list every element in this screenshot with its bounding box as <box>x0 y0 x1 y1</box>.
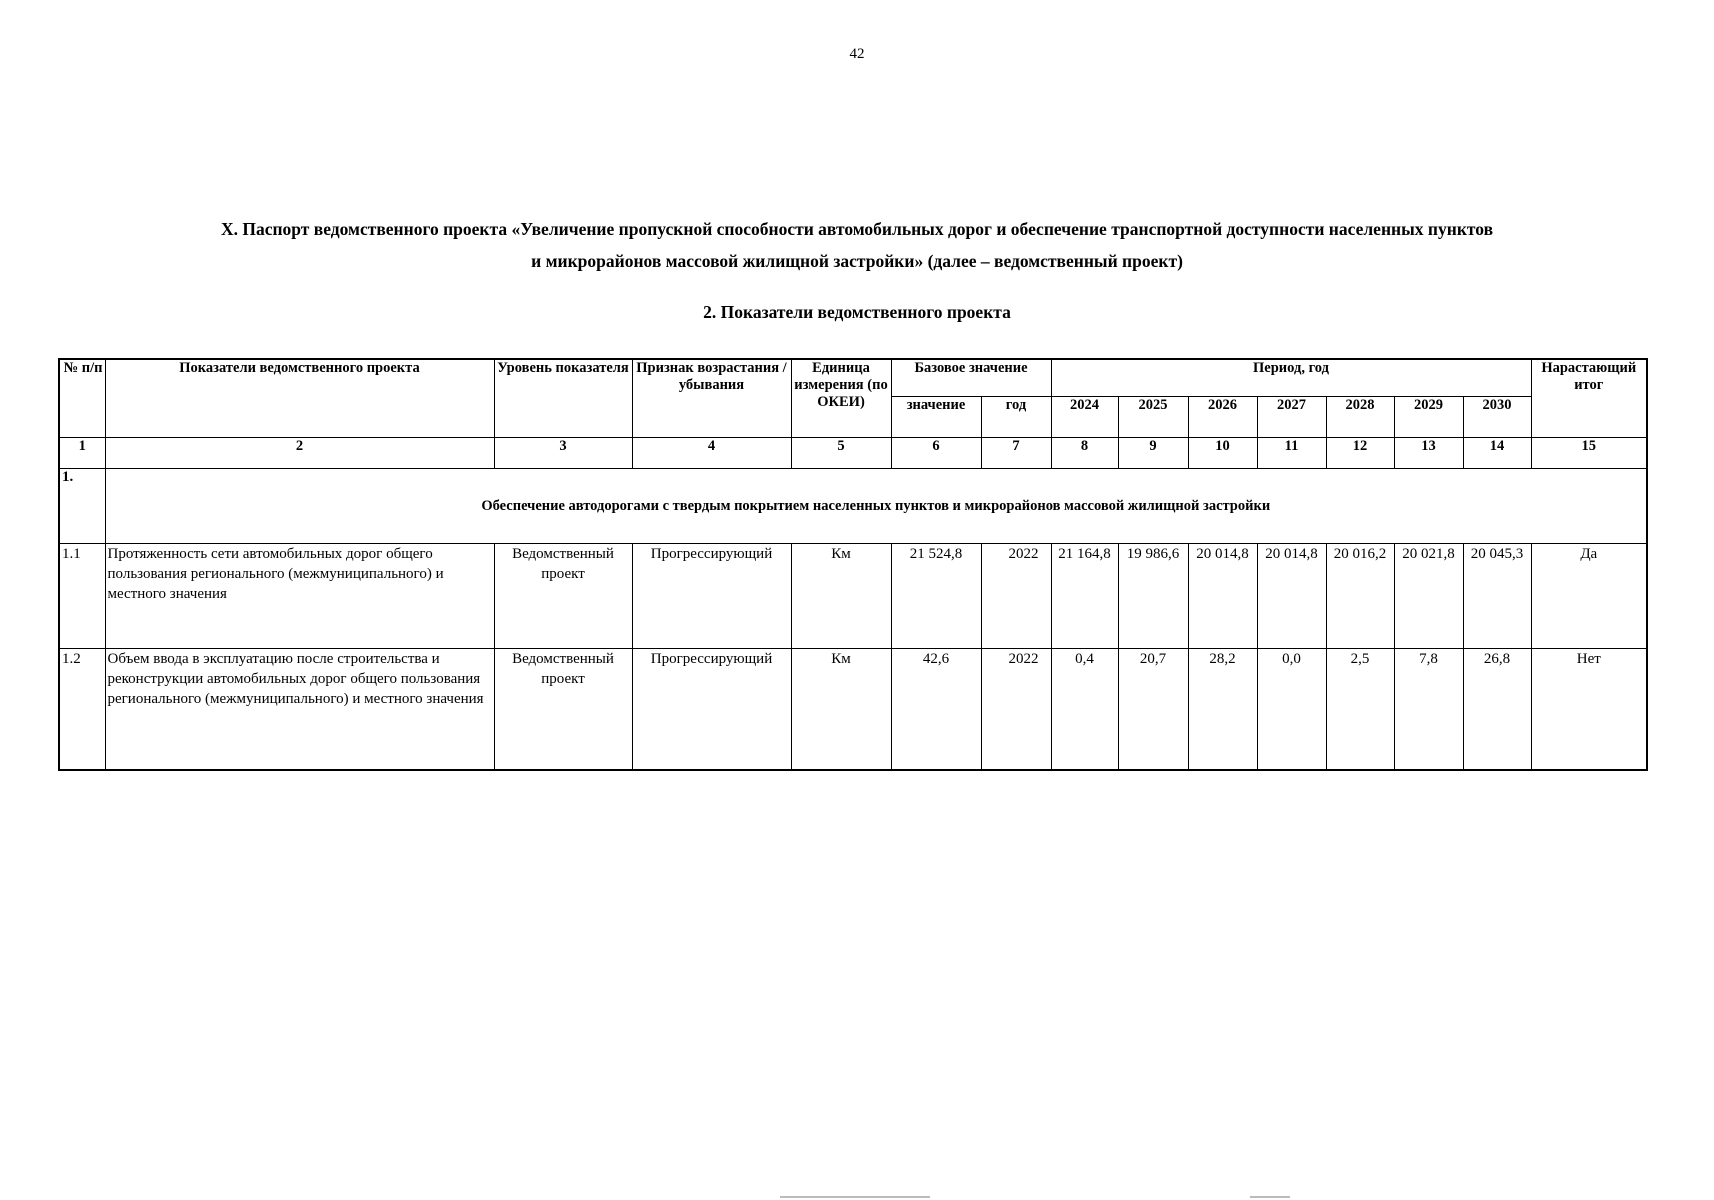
table-row <box>59 649 1647 771</box>
column-number: 3 <box>494 438 632 469</box>
column-number-row <box>59 438 1647 469</box>
row-year-value: 2,5 <box>1326 649 1394 771</box>
col-header-sign: Признак возрастания / убывания <box>632 359 791 438</box>
row-year-value: 0,4 <box>1051 649 1118 771</box>
row-base-year: 2022 <box>981 649 1051 771</box>
row-base-value: 42,6 <box>891 649 981 771</box>
col-header-year: 2027 <box>1257 397 1326 438</box>
column-number: 4 <box>632 438 791 469</box>
column-number: 2 <box>105 438 494 469</box>
row-year-value: 20 014,8 <box>1188 544 1257 649</box>
section-row <box>59 469 1647 544</box>
section-number: 1. <box>59 469 105 544</box>
col-header-base: Базовое значение <box>891 359 1051 397</box>
row-year-value: 19 986,6 <box>1118 544 1188 649</box>
row-sign: Прогрессирующий <box>632 544 791 649</box>
row-level: Ведомственный проект <box>494 544 632 649</box>
page-number: 42 <box>849 46 865 62</box>
row-year-value: 28,2 <box>1188 649 1257 771</box>
title-line-1: X. Паспорт ведомственного проекта «Увеличение пропускной способности автомобильных дорог и обеспечение транспортной доступности населенных пунктов <box>220 219 1494 239</box>
col-header-year: 2026 <box>1188 397 1257 438</box>
col-header-base-year: год <box>981 397 1051 438</box>
column-number: 9 <box>1118 438 1188 469</box>
row-base-value: 21 524,8 <box>891 544 981 649</box>
col-header-year: 2024 <box>1051 397 1118 438</box>
document-title <box>120 213 1594 277</box>
row-unit: Км <box>791 649 891 771</box>
column-number: 6 <box>891 438 981 469</box>
title-line-2: и микрорайонов массовой жилищной застройки» (далее – ведомственный проект) <box>531 251 1183 271</box>
table-row <box>59 544 1647 649</box>
row-sign: Прогрессирующий <box>632 649 791 771</box>
header-row-1 <box>59 359 1647 397</box>
row-cumulative: Нет <box>1531 649 1647 771</box>
row-level: Ведомственный проект <box>494 649 632 771</box>
scan-artifact <box>780 1196 930 1198</box>
col-header-num: № п/п <box>59 359 105 438</box>
row-year-value: 0,0 <box>1257 649 1326 771</box>
row-year-value: 20,7 <box>1118 649 1188 771</box>
column-number: 1 <box>59 438 105 469</box>
column-number: 8 <box>1051 438 1118 469</box>
section-subtitle: 2. Показатели ведомственного проекта <box>703 302 1011 322</box>
row-number: 1.2 <box>59 649 105 771</box>
row-year-value: 26,8 <box>1463 649 1531 771</box>
indicators-table <box>58 358 1648 771</box>
col-header-level: Уровень показателя <box>494 359 632 438</box>
col-header-year: 2025 <box>1118 397 1188 438</box>
scan-artifact <box>1250 1196 1290 1198</box>
col-header-year: 2030 <box>1463 397 1531 438</box>
column-number: 13 <box>1394 438 1463 469</box>
row-unit: Км <box>791 544 891 649</box>
column-number: 15 <box>1531 438 1647 469</box>
column-number: 14 <box>1463 438 1531 469</box>
col-header-unit: Единица измерения (по ОКЕИ) <box>791 359 891 438</box>
column-number: 7 <box>981 438 1051 469</box>
col-header-period: Период, год <box>1051 359 1531 397</box>
col-header-indicator: Показатели ведомственного проекта <box>105 359 494 438</box>
row-year-value: 7,8 <box>1394 649 1463 771</box>
row-number: 1.1 <box>59 544 105 649</box>
row-base-year: 2022 <box>981 544 1051 649</box>
row-year-value: 20 016,2 <box>1326 544 1394 649</box>
col-header-cumulative: Нарастающий итог <box>1531 359 1647 438</box>
col-header-year: 2028 <box>1326 397 1394 438</box>
row-year-value: 20 021,8 <box>1394 544 1463 649</box>
row-indicator: Протяженность сети автомобильных дорог общего пользования регионального (межмуниципального) и местного значения <box>105 544 494 649</box>
column-number: 5 <box>791 438 891 469</box>
column-number: 12 <box>1326 438 1394 469</box>
row-indicator: Объем ввода в эксплуатацию после строительства и реконструкции автомобильных дорог общего пользования регионального (межмуниципального) и местного значения <box>105 649 494 771</box>
section-title: Обеспечение автодорогами с твердым покрытием населенных пунктов и микрорайонов массовой жилищной застройки <box>105 469 1647 544</box>
row-cumulative: Да <box>1531 544 1647 649</box>
row-year-value: 20 014,8 <box>1257 544 1326 649</box>
row-year-value: 21 164,8 <box>1051 544 1118 649</box>
column-number: 10 <box>1188 438 1257 469</box>
column-number: 11 <box>1257 438 1326 469</box>
col-header-base-value: значение <box>891 397 981 438</box>
row-year-value: 20 045,3 <box>1463 544 1531 649</box>
col-header-year: 2029 <box>1394 397 1463 438</box>
